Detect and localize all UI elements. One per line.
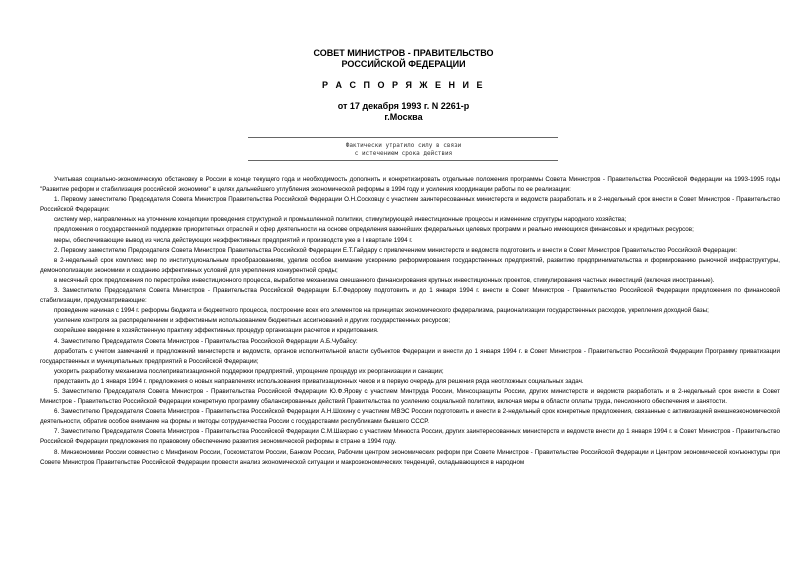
paragraph: представить до 1 января 1994 г. предложения о новых направлениях использования приватизационных чеков и в первую очередь для решения ряда неотложных социальных задач.	[54, 377, 584, 385]
paragraph: 1. Первому заместителю Председателя Совета Министров Правительства Российской Федерации О.Н.Сосковцу с участием заинтересованных министерств и ведомств разработать и в 2-недельный срок внести в Совет Министров - Правительство Российской Федерации:	[40, 196, 780, 214]
paragraph: 8. Минэкономики России совместно с Минфином России, Госкомстатом России, Банком России, Рабочим центром экономических реформ при Совете Министров - Правительстве Российской Федерации и Центром экономической конъюнктуры при Совете Министров Правительстве Российской Федерации провести анализ экономической ситуации и макроэкономических тенденций, складывающихся в народном	[40, 448, 780, 466]
header-org-line1: СОВЕТ МИНИСТРОВ - ПРАВИТЕЛЬСТВО	[313, 48, 494, 58]
paragraph: 3. Заместителю Председателя Совета Министров - Правительства Российской Федерации Б.Г.Федорову подготовить и до 1 января 1994 г. внести в Совет Министров - Правительство Российской Федерации предложения по финансовой стабилизации, предусматривающие:	[40, 287, 780, 305]
paragraph: 2. Первому заместителю Председателя Совета Министров Правительства Российской Федерации Е.Т.Гайдару с привлечением министерств и ведомств подготовить и внести в Совет Министров Правительство Российской Федерации:	[54, 246, 738, 254]
paragraph: 6. Заместителю Председателя Совета Министров - Правительства Российской Федерации А.Н.Шохину с участием МВЭС России подготовить и внести в 2-недельный срок конкретные предложения, связанные с активизацией внешнеэкономической деятельности, обратив особое внимание на формы и методы сотрудничества России с государствами республиками бывшего СССР.	[40, 408, 780, 426]
document-date-number: от 17 декабря 1993 г. N 2261-р	[337, 101, 470, 111]
document-body	[40, 175, 780, 468]
paragraph: меры, обеспечивающие вывод из числа действующих неэффективных предприятий и производств уже в I квартале 1994 г.	[54, 236, 413, 244]
paragraph: 4. Заместителю Председателя Совета Министров - Правительства Российской Федерации А.Б.Чубайсу:	[54, 337, 358, 345]
paragraph: в месячный срок предложения по перестройке инвестиционного процесса, выработке механизма смешанного финансирования крупных инвестиционных проектов, стимулирования частных инвестиций (включая иностранные).	[54, 276, 715, 284]
paragraph: в 2-недельный срок комплекс мер по институциональным преобразованиям, уделив особое внимание ускорению реформирования государственных предприятий, развитию предпринимательства и формированию рыночной инфраструктуры, демонополизации экономики и созданию эффективных условий для укрепления конкурентной среды;	[40, 256, 780, 274]
document-city: г.Москва	[384, 112, 423, 122]
status-note-line2: с истечением срока действия	[354, 150, 453, 157]
paragraph: скорейшее введение в хозяйственную практику эффективных процедур организации расчетов и кредитования.	[54, 327, 379, 335]
paragraph: доработать с учетом замечаний и предложений министерств и ведомств, органов исполнительной власти субъектов Федерации и внести до 1 января 1994 г. в Совет Министров - Правительство Российской Федерации Программу приватизации государственных и муниципальных предприятий в Российской Федерации;	[40, 347, 780, 365]
paragraph: систему мер, направленных на уточнение концепции проведения структурной и промышленной политики, стимулирующей инвестиционные процессы и изменение структуры народного хозяйства;	[54, 216, 627, 224]
paragraph: ускорить разработку механизма послеприватизационной поддержки предприятий, упрощение процедур их реорганизации и санации;	[54, 367, 444, 375]
paragraph: предложения о государственной поддержке приоритетных отраслей и сфер деятельности на основе определения важнейших федеральных целевых программ и реально имеющихся финансовых и кредитных ресурсов;	[54, 226, 694, 234]
paragraph: 5. Заместителю Председателя Совета Министров - Правительства Российской Федерации Ю.Ф.Ярову с участием Минтруда России, Минсоцзащиты России, других министерств и ведомств разработать и в 2-недельный срок внести в Совет Министров - Правительство Российской Федерации конкретную программу сбалансированных действий Правительства по усилению социальной политики, включая меры в области оплаты труда, пенсионного обеспечения и занятости.	[40, 387, 780, 406]
paragraph: Учитывая социально-экономическую обстановку в России в конце текущего года и необходимость дополнить и конкретизировать отдельные положения программы Совета Министров - Правительства Российской Федерации на 1993-1995 годы "Развитие реформ и стабилизация российской экономики" в целях дальнейшего углубления экономической реформы в 1994 году и усиления координации работы по ее реализации:	[40, 176, 780, 194]
separator-top	[248, 137, 558, 138]
separator-bottom	[248, 160, 558, 161]
status-note-line1: Фактически утратило силу в связи	[345, 142, 462, 149]
paragraph: 7. Заместителю Председателя Совета Министров - Правительства Российской Федерации С.М.Шахраю с участием Минюста России, других заинтересованных министерств и ведомств внести до 1 января 1994 г. в Совет Министров - Правительство Российской Федерации предложения по правовому обеспечению развития экономической реформы в стране в 1994 году.	[40, 428, 780, 446]
document-type: Р А С П О Р Я Ж Е Н И Е	[321, 80, 486, 90]
paragraph: проведение начиная с 1994 г. реформы бюджета и бюджетного процесса, построение всех его элементов на принципах экономического федерализма, рационализации государственных расходов, укрепления доходной базы;	[54, 307, 709, 315]
paragraph: усиление контроля за распределением и эффективным использованием бюджетных ассигнований и других государственных ресурсов;	[54, 317, 451, 325]
header-org-line2: РОССИЙСКОЙ ФЕДЕРАЦИИ	[341, 59, 466, 69]
